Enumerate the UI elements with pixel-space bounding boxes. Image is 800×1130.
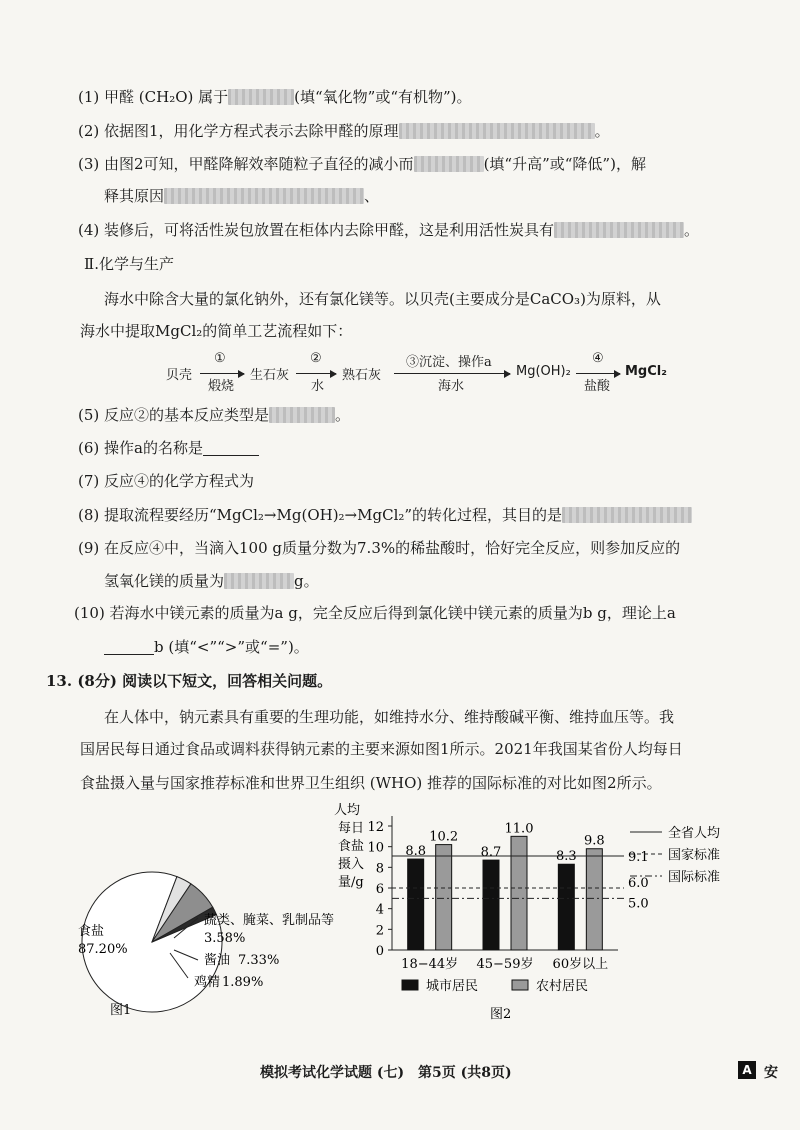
question-3 [78, 153, 646, 175]
exam-title: 模拟考试化学试题 (七) [260, 1065, 405, 1081]
pie-label-salt: 食盐 [78, 924, 105, 939]
question-10-hint: b (填“<”“>”或“=”)。 [154, 638, 309, 656]
question-6-text: (6) 操作a的名称是 [78, 439, 203, 457]
flow-step-3: ③沉淀、操作a [406, 355, 492, 370]
flow-arrow-2 [296, 373, 336, 374]
question-2-end: 。 [594, 122, 610, 140]
redacted-answer [414, 156, 484, 172]
question-6 [78, 437, 259, 459]
question-8 [78, 504, 692, 526]
redacted-answer [164, 188, 364, 204]
figure-2-caption: 图2 [490, 1007, 512, 1022]
question-5 [78, 404, 350, 426]
redacted-answer [228, 89, 294, 105]
flow-node-mgcl2: MgCl₂ [625, 364, 667, 379]
legend-label: 国际标准 [668, 870, 721, 885]
pie-label-vegetables: 蔬类、腌菜、乳制品等 [204, 913, 335, 928]
question-4-text: (4) 装修后，可将活性炭包放置在柜体内去除甲醛，这是利用活性炭具有 [78, 221, 555, 239]
question-5-text: (5) 反应②的基本反应类型是 [78, 406, 270, 424]
y-tick-label: 10 [367, 840, 384, 856]
bar-value-label: 8.3 [555, 849, 577, 865]
flow-step-3-condition: 海水 [438, 379, 465, 394]
pie-label-soy: 酱油 [204, 953, 231, 968]
paragraph-line-2: 国居民每日通过食品或调料获得钠元素的主要来源如图1所示。2021年我国某省份人均每日 [80, 740, 683, 758]
footer-mark: 安 [764, 1065, 778, 1081]
redacted-answer [269, 407, 335, 423]
y-tick-label: 12 [367, 820, 384, 835]
redacted-answer [399, 123, 595, 139]
y-tick-label: 4 [375, 902, 384, 918]
question-9: (9) 在反应④中，当滴入100 g质量分数为7.3%的稀盐酸时，恰好完全反应，则参加反应的 [78, 539, 681, 557]
question-3-continued [104, 185, 379, 207]
question-13-heading: 13. (8分) 阅读以下短文，回答相关问题。 [46, 672, 333, 690]
question-10-continued [104, 636, 309, 658]
flow-arrow-4 [576, 373, 620, 374]
intro-line-1: 海水中除含大量的氯化钠外，还有氯化镁等。以贝壳(主要成分是CaCO₃)为原料，从 [104, 290, 661, 308]
page-number: 第5页 (共8页) [418, 1065, 512, 1081]
flow-node-slaked-lime: 熟石灰 [342, 368, 382, 383]
bar-urban [558, 864, 574, 950]
section-heading: Ⅱ.化学与生产 [84, 255, 174, 273]
legend-swatch [512, 980, 528, 990]
question-4-end: 。 [684, 221, 700, 239]
legend-swatch [402, 980, 418, 990]
answer-blank [104, 638, 154, 655]
legend-series-label: 农村居民 [536, 979, 589, 994]
flow-step-4-condition: 盐酸 [584, 379, 611, 394]
question-3-end: 、 [364, 187, 380, 205]
bar-value-label: 11.0 [504, 821, 534, 837]
bar-urban [483, 860, 499, 950]
flow-step-2-condition: 水 [311, 379, 325, 394]
question-9-unit: g。 [294, 572, 319, 590]
paragraph-line-1: 在人体中，钠元素具有重要的生理功能，如维持水分、维持酸碱平衡、维持血压等。我 [104, 708, 675, 726]
bar-rural [436, 845, 452, 950]
flow-step-4: ④ [592, 351, 604, 366]
x-tick-label: 45−59岁 [476, 957, 534, 972]
flow-step-2: ② [310, 351, 322, 366]
question-1-text: (1) 甲醛 (CH₂O) 属于 [78, 88, 229, 106]
figure-1-caption: 图1 [110, 1003, 132, 1018]
bar-value-label: 10.2 [429, 829, 459, 845]
bar-value-label: 9.8 [583, 833, 605, 849]
question-5-end: 。 [335, 406, 351, 424]
question-4 [78, 219, 699, 241]
redacted-answer [224, 573, 294, 589]
flow-arrow-3 [394, 373, 510, 374]
y-tick-label: 0 [375, 944, 384, 959]
question-3-reason: 释其原因 [104, 187, 165, 205]
flow-node-shell: 贝壳 [166, 368, 193, 383]
question-10: (10) 若海水中镁元素的质量为a g，完全反应后得到氯化镁中镁元素的质量为b g，理论上a [74, 604, 676, 622]
legend-label: 国家标准 [668, 848, 721, 863]
x-tick-label: 60岁以上 [552, 957, 609, 972]
y-tick-label: 6 [375, 882, 384, 897]
pie-label-msg: 鸡精 [194, 975, 221, 990]
y-tick-label: 2 [375, 923, 384, 939]
y-tick-label: 8 [375, 861, 384, 877]
pie-value-msg: 1.89% [222, 975, 264, 990]
reference-line-value: 5.0 [628, 896, 649, 912]
redacted-answer [562, 507, 692, 523]
pie-value-salt: 87.20% [78, 942, 128, 957]
y-axis-label: 人均每日食盐摄入量/g [334, 803, 365, 890]
paragraph-line-3: 食盐摄入量与国家推荐标准和世界卫生组织 (WHO) 推荐的国际标准的对比如图2所示。 [80, 774, 662, 792]
question-1 [78, 86, 472, 108]
bar-value-label: 8.7 [480, 845, 502, 861]
flow-step-1-condition: 煅烧 [208, 379, 235, 394]
bar-value-label: 8.8 [405, 844, 427, 860]
question-2-text: (2) 依据图1，用化学方程式表示去除甲醛的原理 [78, 122, 399, 140]
flow-node-mgoh2: Mg(OH)₂ [516, 364, 571, 379]
pie-value-vegetables: 3.58% [204, 931, 246, 946]
pie-value-soy: 7.33% [238, 953, 280, 968]
reference-line-value: 9.1 [628, 849, 649, 865]
question-9-continued [104, 570, 319, 592]
version-badge: A [738, 1061, 756, 1079]
question-7: (7) 反应④的化学方程式为 [78, 472, 255, 490]
question-8-text: (8) 提取流程要经历“MgCl₂→Mg(OH)₂→MgCl₂”的转化过程，其目的是 [78, 506, 563, 524]
legend-label: 全省人均 [668, 826, 721, 841]
question-3-hint: (填“升高”或“降低”)，解 [483, 155, 646, 173]
redacted-answer [554, 222, 684, 238]
flow-arrow-1 [200, 373, 244, 374]
question-2 [78, 120, 610, 142]
bar-rural [586, 849, 602, 950]
answer-blank [203, 439, 259, 456]
question-1-hint: (填“氧化物”或“有机物”)。 [294, 88, 472, 106]
flow-step-1: ① [214, 351, 226, 366]
reference-line-value: 6.0 [628, 876, 649, 891]
x-tick-label: 18−44岁 [401, 957, 459, 972]
question-9-text: 氢氧化镁的质量为 [104, 572, 225, 590]
intro-line-2: 海水中提取MgCl₂的简单工艺流程如下： [80, 322, 353, 340]
flow-node-quicklime: 生石灰 [250, 368, 290, 383]
bar-urban [408, 859, 424, 950]
process-flow [0, 351, 800, 394]
legend-series-label: 城市居民 [426, 979, 479, 994]
bar-chart [318, 790, 738, 1030]
question-3-text: (3) 由图2可知，甲醛降解效率随粒子直径的减小而 [78, 155, 414, 173]
bar-rural [511, 836, 527, 950]
